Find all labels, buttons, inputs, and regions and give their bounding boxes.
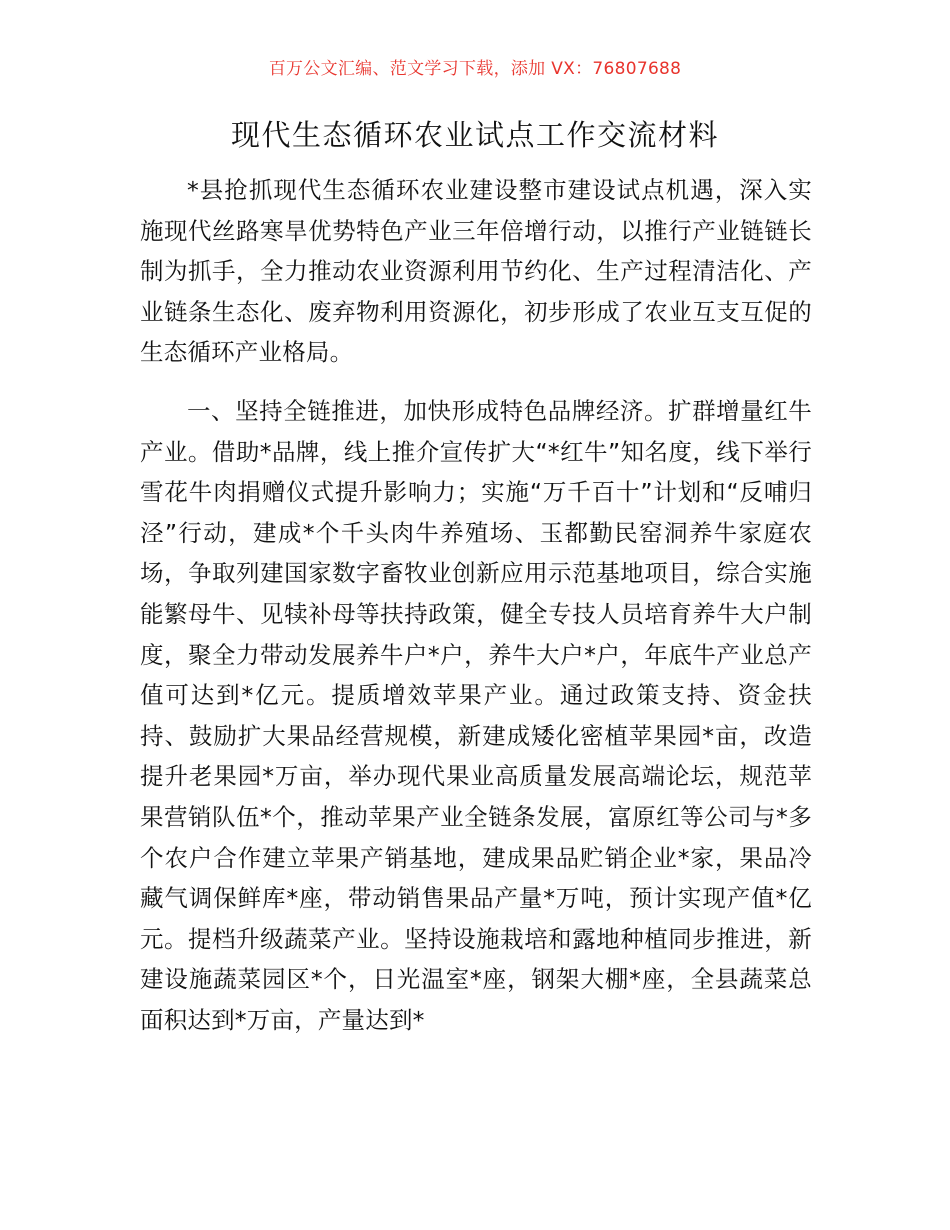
paragraph-intro: *县抢抓现代生态循环农业建设整市建设试点机遇，深入实施现代丝路寒旱优势特色产业三年倍增行动，以推行产业链链长制为抓手，全力推动农业资源利用节约化、生产过程清洁化、产业链条生态化、废弃物利用资源化，初步形成了农业互支互促的生态循环产业格局。 [140,176,812,367]
paragraph-section-one: 一、坚持全链推进，加快形成特色品牌经济。扩群增量红牛产业。借助*品牌，线上推介宣传扩大“*红牛”知名度，线下举行雪花牛肉捐赠仪式提升影响力；实施“万千百十”计划和“反哺归泾”行动，建成*个千头肉牛养殖场、玉都勤民窑洞养牛家庭农场，争取列建国家数字畜牧业创新应用示范基地项目，综合实施能繁母牛、见犊补母等扶持政策，健全专技人员培育养牛大户制度，聚全力带动发展养牛户*户，养牛大户*户，年底牛产业总产值可达到*亿元。提质增效苹果产业。通过政策支持、资金扶持、鼓励扩大果品经营规模，新建成矮化密植苹果园*亩，改造提升老果园*万亩，举办现代果业高质量发展高端论坛，规范苹果营销队伍*个，推动苹果产业全链条发展，富原红等公司与*多个农户合作建立苹果产销基地，建成果品贮销企业*家，果品冷藏气调保鲜库*座，带动销售果品产量*万吨，预计实现产值*亿元。提档升级蔬菜产业。坚持设施栽培和露地种植同步推进，新建设施蔬菜园区*个，日光温室*座，钢架大棚*座，全县蔬菜总面积达到*万亩，产量达到* [140,396,812,1034]
header-banner: 百万公文汇编、范文学习下载，添加 VX：76807688 [268,59,682,79]
document-title: 现代生态循环农业试点工作交流材料 [230,118,719,152]
document-body [140,170,812,1040]
